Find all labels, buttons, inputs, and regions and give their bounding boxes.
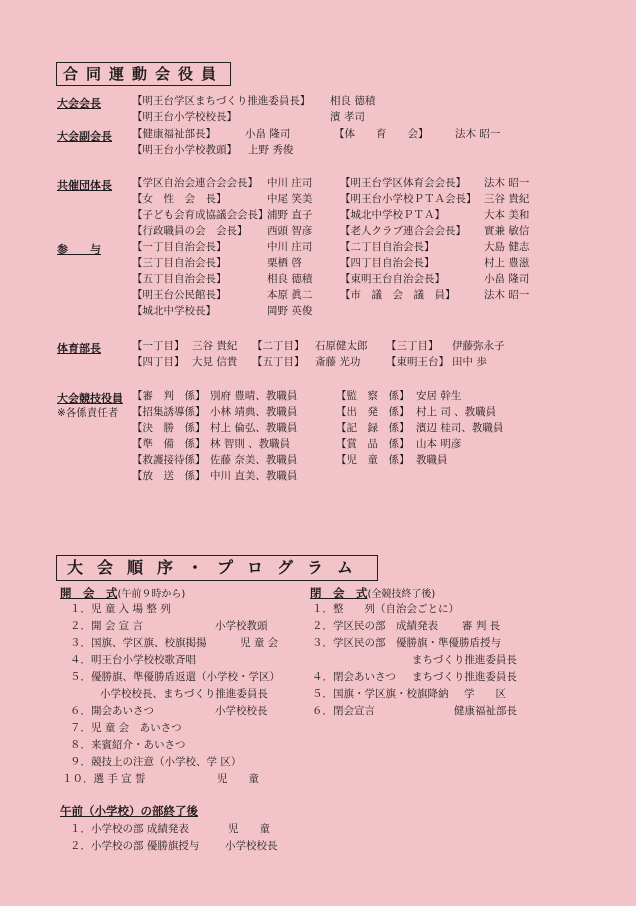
label-fuku-kaicho: 大会副会長 [57,130,112,143]
person-name: 法木 昭一 [484,289,530,301]
section-title-officials: 合同運動会役員 [56,62,231,86]
program-item: ２．開 会 宣 言 小学校教頭 [70,620,268,632]
program-item: ９．競技上の注意（小学校、学 区） [70,756,242,768]
district: 【二丁目】 [252,340,305,352]
person-name: 林 智則 、教職員 [210,438,291,450]
program-item: １．小学校の部 成績発表 児 童 [70,823,270,835]
program-item: ２．小学校の部 優勝旗授与 小学校校長 [70,840,278,852]
person-name: 三谷 貴紀 [484,193,530,205]
person-name: 大本 美和 [484,209,530,221]
person-name: 法木 昭一 [455,128,501,140]
person-name: 栗栖 啓 [267,257,302,269]
person-name: 小林 靖典、教職員 [210,406,298,418]
program-item: ５．国旗・学区旗・校旗降納 学 区 [312,688,506,700]
role: 【市 議 会 議 員】 [340,289,456,301]
label-taiikubucho: 体育部長 [57,342,101,355]
person-name: 西頭 智彦 [267,225,313,237]
person-name: 濱 孝司 [330,111,365,123]
heading-kaikai [60,585,185,601]
role: 【明王台小学校教頭】 [132,144,237,156]
role: 【二丁目自治会長】 [340,241,435,253]
role: 【放 送 係】 [132,470,206,482]
role: 【東明王台自治会長】 [340,273,445,285]
program-item: １．整 列（自治会ごとに） [312,603,459,615]
person-name: 教職員 [416,454,448,466]
role: 【決 勝 係】 [132,422,206,434]
person-name: 中川 庄司 [267,241,313,253]
role: 【招集誘導係】 [132,406,206,418]
role: 【体 育 会】 [334,128,429,140]
person-name: 田中 歩 [452,356,487,368]
person-name: 中川 直美、教職員 [210,470,298,482]
person-name: 村上 豊滋 [484,257,530,269]
role: 【城北中学校ＰＴＡ】 [340,209,445,221]
person-name: 村上 司 、教職員 [416,406,497,418]
person-name: 濱辺 桂司、教職員 [416,422,504,434]
program-item: ３．国旗、学区旗、校旗掲揚 児 童 会 [70,637,279,649]
program-item: ４．明王台小学校校歌斉唱 [70,654,196,666]
person-name: 安居 幹生 [416,390,462,402]
role: 【救護接待係】 [132,454,206,466]
role: 【老人クラブ連合会会長】 [340,225,466,237]
label-kyogi: 大会競技役員 [57,392,123,405]
person-name: 別府 豊晴、教職員 [210,390,298,402]
role: 【四丁目自治会長】 [340,257,435,269]
person-name: 相良 德積 [267,273,313,285]
program-item: ８．来賓紹介・あいさつ [70,739,186,751]
district: 【五丁目】 [252,356,305,368]
person-name: 伊藤弥永子 [452,340,505,352]
program-item: ３．学区民の部 優勝旗・準優勝盾授与 [312,637,501,649]
district: 【三丁目】 [386,340,439,352]
label-kyosai: 共催団体長 [57,179,112,192]
role: 【賞 品 係】 [336,438,410,450]
heading-kaikai-sub: (午前９時から) [117,589,186,600]
person-name: 實兼 敏信 [484,225,530,237]
label-taikai-kaicho: 大会会長 [57,97,101,110]
person-name: 大見 信貴 [192,356,238,368]
role: 【記 録 係】 [336,422,410,434]
person-name: 村上 倫弘、教職員 [210,422,298,434]
heading-kaikai-text: 開 会 式 [60,586,118,600]
role: 【城北中学校長】 [132,305,216,317]
role: 【明王台学区まちづくり推進委員長】 [132,95,311,107]
program-item: ６．閉会宣言 健康福祉部長 [312,705,517,717]
section-title-program: 大会順序・プログラム [56,555,378,581]
role: 【準 備 係】 [132,438,206,450]
program-item: ２．学区民の部 成績発表 審 判 長 [312,620,501,632]
program-item: １．児 童 入 場 整 列 [70,603,171,615]
role: 【学区自治会連合会会長】 [132,177,258,189]
program-item: まちづくり推進委員長 [412,654,517,666]
role: 【三丁目自治会長】 [132,257,227,269]
person-name: 石原健太郎 [315,340,368,352]
role: 【明王台小学校ＰＴＡ会長】 [340,193,477,205]
person-name: 佐藤 奈美、教職員 [210,454,298,466]
heading-heikai [310,585,435,601]
role: 【明王台小学校校長】 [132,111,237,123]
person-name: 小畠 隆司 [484,273,530,285]
role: 【五丁目自治会長】 [132,273,227,285]
district: 【四丁目】 [132,356,185,368]
role: 【審 判 係】 [132,390,206,402]
role: 【一丁目自治会長】 [132,241,227,253]
role: 【児 童 係】 [336,454,410,466]
person-name: 上野 秀俊 [248,144,294,156]
person-name: 中尾 笑美 [267,193,313,205]
program-item: ４．閉会あいさつ まちづくり推進委員長 [312,671,517,683]
role: 【明王台学区体育会会長】 [340,177,466,189]
person-name: 斎藤 光功 [315,356,361,368]
role: 【行政職員の会 会長】 [132,225,248,237]
program-item: ６．開会あいさつ 小学校校長 [70,705,268,717]
role: 【明王台公民館長】 [132,289,227,301]
district: 【一丁目】 [132,340,185,352]
label-sanyo: 参 与 [57,243,101,256]
note-kakari: ※各係責任者 [57,407,119,419]
role: 【出 発 係】 [336,406,410,418]
heading-heikai-sub: (全競技終了後) [367,589,436,600]
role: 【監 察 係】 [336,390,410,402]
person-name: 中川 庄司 [267,177,313,189]
program-item: ５．優勝旗、準優勝盾返還（小学校・学区） [70,671,280,683]
person-name: 小畠 隆司 [245,128,291,140]
role: 【健康福祉部長】 [132,128,216,140]
heading-gozen: 午前（小学校）の部終了後 [60,804,198,818]
person-name: 三谷 貴紀 [192,340,238,352]
person-name: 岡野 英俊 [267,305,313,317]
person-name: 山本 明彦 [416,438,462,450]
role: 【女 性 会 長】 [132,193,227,205]
program-item: ７．児 童 会 あいさつ [70,722,182,734]
person-name: 法木 昭一 [484,177,530,189]
person-name: 相良 德積 [330,95,376,107]
person-name: 大島 健志 [484,241,530,253]
program-item: 小学校校長、まちづくり推進委員長 [100,688,268,700]
person-name: 浦野 直子 [267,209,313,221]
role: 【子ども会育成協議会会長】 [132,209,269,221]
district: 【東明王台】 [386,356,449,368]
program-item: １０．選 手 宣 誓 児 童 [62,773,259,785]
person-name: 本原 眞二 [267,289,313,301]
heading-heikai-text: 閉 会 式 [310,586,368,600]
